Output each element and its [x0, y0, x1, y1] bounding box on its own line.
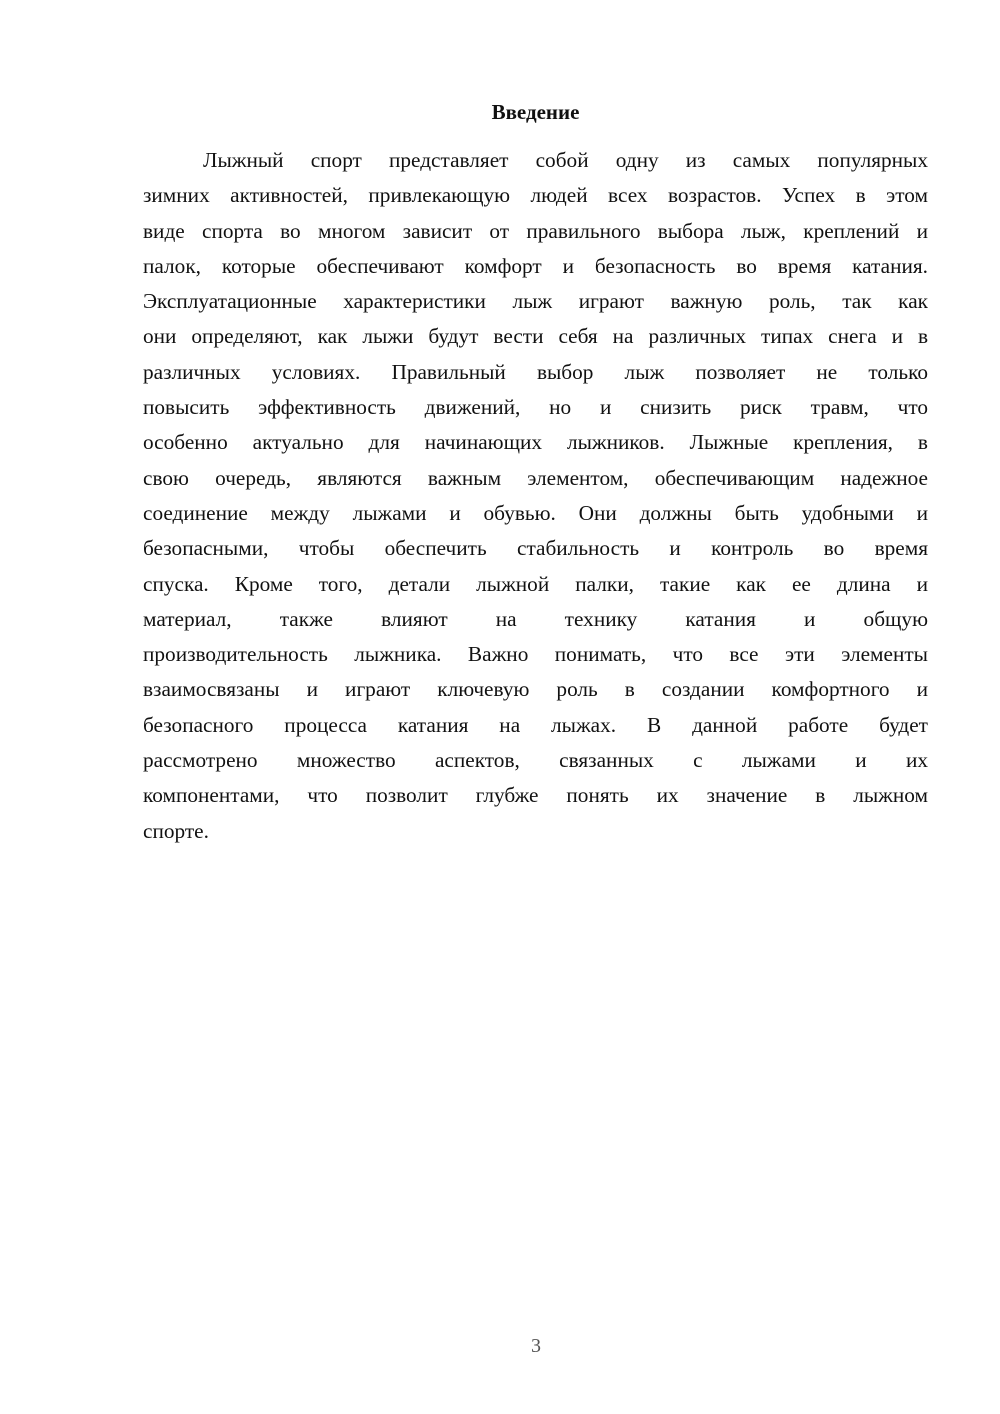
paragraph-line: рассмотрено множество аспектов, связанных с лыжами и их	[143, 748, 928, 773]
paragraph-line: производительность лыжника. Важно понимать, что все эти элементы	[143, 642, 928, 667]
paragraph-line: соединение между лыжами и обувью. Они должны быть удобными и	[143, 500, 928, 525]
paragraph-line: повысить эффективность движений, но и снизить риск травм, что	[143, 395, 928, 420]
paragraph-line: взаимосвязаны и играют ключевую роль в создании комфортного и	[143, 677, 928, 702]
paragraph-line: свою очередь, являются важным элементом, обеспечивающим надежное	[143, 465, 928, 490]
paragraph	[143, 143, 928, 849]
paragraph-line: спуска. Кроме того, детали лыжной палки, такие как ее длина и	[143, 571, 928, 596]
paragraph-line: различных условиях. Правильный выбор лыж позволяет не только	[143, 359, 928, 384]
paragraph-line: безопасного процесса катания на лыжах. В данной работе будет	[143, 712, 928, 737]
paragraph-line: палок, которые обеспечивают комфорт и безопасность во время катания.	[143, 253, 928, 278]
paragraph-line: зимних активностей, привлекающую людей всех возрастов. Успех в этом	[143, 183, 928, 208]
paragraph-line: спорте.	[143, 818, 209, 843]
paragraph-line: безопасными, чтобы обеспечить стабильность и контроль во время	[143, 536, 928, 561]
paragraph-line: особенно актуально для начинающих лыжников. Лыжные крепления, в	[143, 430, 928, 455]
paragraph-line: виде спорта во многом зависит от правильного выбора лыж, креплений и	[143, 218, 928, 243]
paragraph-line: материал, также влияют на технику катания и общую	[143, 606, 928, 631]
paragraph-line: компонентами, что позволит глубже понять их значение в лыжном	[143, 783, 928, 808]
paragraph-line: Лыжный спорт представляет собой одну из самых популярных	[203, 148, 928, 172]
paragraph-line: Эксплуатационные характеристики лыж играют важную роль, так как	[143, 289, 928, 314]
section-heading: Введение	[491, 100, 580, 124]
page-number: 3	[531, 1335, 541, 1357]
paragraph-line: они определяют, как лыжи будут вести себя на различных типах снега и в	[143, 324, 928, 349]
